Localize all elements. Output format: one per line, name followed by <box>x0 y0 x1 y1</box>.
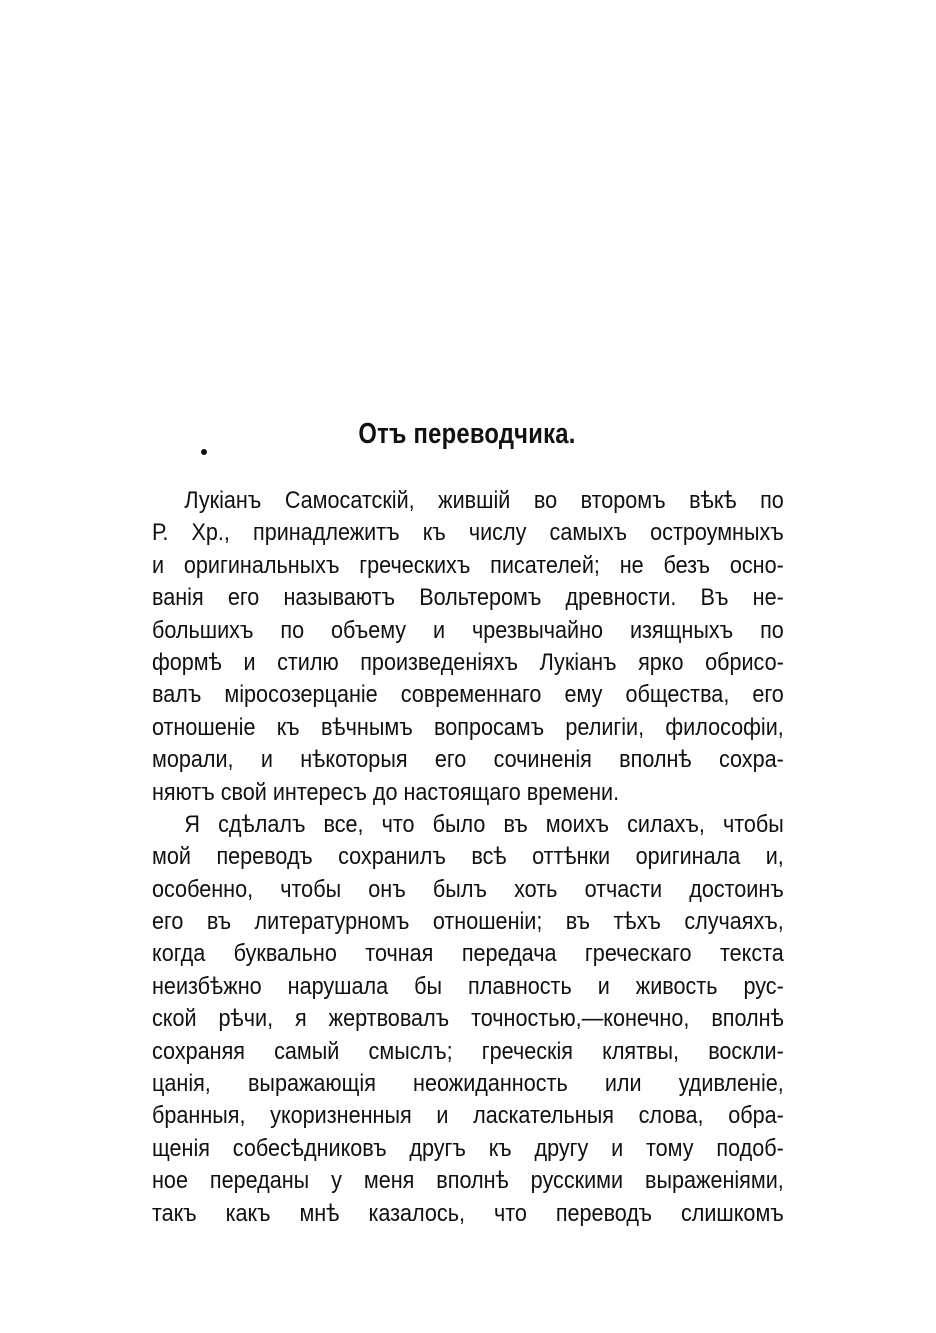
paragraph-1 <box>152 485 784 809</box>
text-line: Я сдѣлалъ все, что было въ моихъ силахъ, чтобы <box>184 810 784 838</box>
text-line: Р. Хр., принадлежитъ къ числу самыхъ остроумныхъ <box>152 519 784 547</box>
text-line: мой переводъ сохранилъ всѣ оттѣнки оригинала и, <box>152 843 784 871</box>
text-line: щенія собесѣдниковъ другъ къ другу и тому подоб- <box>152 1134 784 1162</box>
body-text <box>152 485 784 1230</box>
text-line: ванія его называютъ Вольтеромъ древности. Въ не- <box>152 584 784 612</box>
chapter-heading: Отъ переводчика. <box>358 418 576 450</box>
text-line: сохраняя самый смыслъ; греческія клятвы, воскли- <box>152 1037 784 1065</box>
text-line: такъ какъ мнѣ казалось, что переводъ слишкомъ <box>152 1199 784 1227</box>
text-line: отношеніе къ вѣчнымъ вопросамъ религіи, философіи, <box>152 713 784 741</box>
text-line: его въ литературномъ отношеніи; въ тѣхъ случаяхъ, <box>152 908 784 936</box>
text-line: и оригинальныхъ греческихъ писателей; не безъ осно- <box>152 551 784 579</box>
text-line: няютъ свой интересъ до настоящаго времени. <box>152 778 620 806</box>
text-line: морали, и нѣкоторыя его сочиненія вполнѣ сохра- <box>152 746 784 774</box>
text-line: ное переданы у меня вполнѣ русскими выраженіями, <box>152 1167 784 1195</box>
text-line: неизбѣжно нарушала бы плавность и живость рус- <box>152 972 784 1000</box>
text-line: формѣ и стилю произведеніяхъ Лукіанъ ярко обрисо- <box>152 648 784 676</box>
text-line: бранныя, укоризненныя и ласкательныя слова, обра- <box>152 1102 784 1130</box>
paragraph-2 <box>152 809 784 1230</box>
text-line: цанія, выражающія неожиданность или удивленіе, <box>152 1070 784 1098</box>
text-line: особенно, чтобы онъ былъ хоть отчасти достоинъ <box>152 875 784 903</box>
text-line: Лукіанъ Самосатскій, жившій во второмъ вѣкѣ по <box>184 487 784 514</box>
text-line: когда буквально точная передача греческаго текста <box>152 940 784 968</box>
text-line: большихъ по объему и чрезвычайно изящныхъ по <box>152 616 784 644</box>
text-line: валъ міросозерцаніе современнаго ему общества, его <box>152 681 784 709</box>
text-line: ской рѣчи, я жертвовалъ точностью,—конечно, вполнѣ <box>152 1005 784 1033</box>
